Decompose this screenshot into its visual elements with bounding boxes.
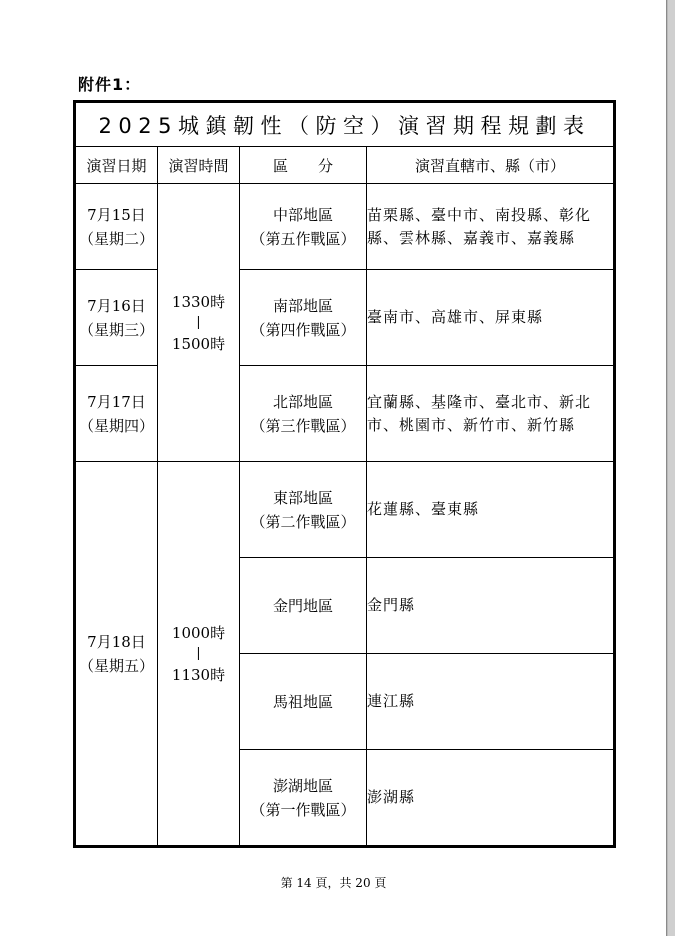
time-separator: | — [196, 314, 201, 330]
table-row — [75, 462, 615, 558]
header-date: 演習日期 — [75, 147, 158, 184]
region-cell — [240, 654, 367, 750]
region-name: 南部地區 — [272, 296, 333, 315]
region-name: 澎湖地區 — [272, 776, 333, 795]
weekday-text: （星期三） — [78, 320, 154, 339]
counties-cell: 連江縣 — [367, 654, 615, 750]
table-title: 2025城鎮韌性（防空）演習期程規劃表 — [75, 102, 615, 147]
date-cell — [75, 366, 158, 462]
time-cell — [158, 462, 240, 847]
region-cell — [240, 184, 367, 270]
zone-name: （第五作戰區） — [250, 229, 356, 248]
date-cell — [75, 462, 158, 847]
zone-name: （第二作戰區） — [250, 512, 356, 531]
time-cell — [158, 184, 240, 462]
region-name: 北部地區 — [272, 392, 333, 411]
schedule-table — [73, 100, 616, 848]
header-counties: 演習直轄市、縣（市） — [367, 147, 615, 184]
region-cell — [240, 270, 367, 366]
header-region: 區 分 — [240, 147, 367, 184]
table-row — [75, 270, 615, 366]
counties-cell: 金門縣 — [367, 558, 615, 654]
weekday-text: （星期五） — [78, 656, 154, 675]
region-cell — [240, 366, 367, 462]
counties-cell: 苗栗縣、臺中市、南投縣、彰化縣、雲林縣、嘉義市、嘉義縣 — [367, 184, 615, 270]
counties-cell: 澎湖縣 — [367, 750, 615, 847]
region-cell — [240, 462, 367, 558]
scrollbar-track[interactable] — [668, 0, 675, 936]
counties-cell: 宜蘭縣、基隆市、臺北市、新北市、桃園市、新竹市、新竹縣 — [367, 366, 615, 462]
table-header-row — [75, 147, 615, 184]
date-text: 7月18日 — [87, 632, 146, 651]
region-cell — [240, 750, 367, 847]
counties-cell: 花蓮縣、臺東縣 — [367, 462, 615, 558]
region-name: 東部地區 — [272, 488, 333, 507]
time-start: 1330時 — [171, 292, 226, 311]
region-name: 馬祖地區 — [272, 692, 333, 711]
weekday-text: （星期四） — [78, 416, 154, 435]
region-cell — [240, 558, 367, 654]
attachment-label: 附件1： — [78, 75, 142, 94]
time-separator: | — [196, 645, 201, 661]
time-end: 1130時 — [171, 665, 226, 684]
table-row — [75, 366, 615, 462]
zone-name: （第一作戰區） — [250, 800, 356, 819]
date-cell — [75, 270, 158, 366]
date-text: 7月17日 — [87, 392, 146, 411]
time-start: 1000時 — [171, 623, 226, 642]
table-row — [75, 184, 615, 270]
date-text: 7月15日 — [87, 205, 146, 224]
zone-name: （第四作戰區） — [250, 320, 356, 339]
time-end: 1500時 — [171, 334, 226, 353]
date-cell — [75, 184, 158, 270]
header-time: 演習時間 — [158, 147, 240, 184]
region-name: 中部地區 — [272, 205, 333, 224]
region-name: 金門地區 — [272, 596, 333, 615]
zone-name: （第三作戰區） — [250, 416, 356, 435]
page-footer: 第 14 頁，共 20 頁 — [280, 876, 387, 890]
date-text: 7月16日 — [87, 296, 146, 315]
weekday-text: （星期二） — [78, 229, 154, 248]
table-title-row — [75, 102, 615, 147]
counties-cell: 臺南市、高雄市、屏東縣 — [367, 270, 615, 366]
